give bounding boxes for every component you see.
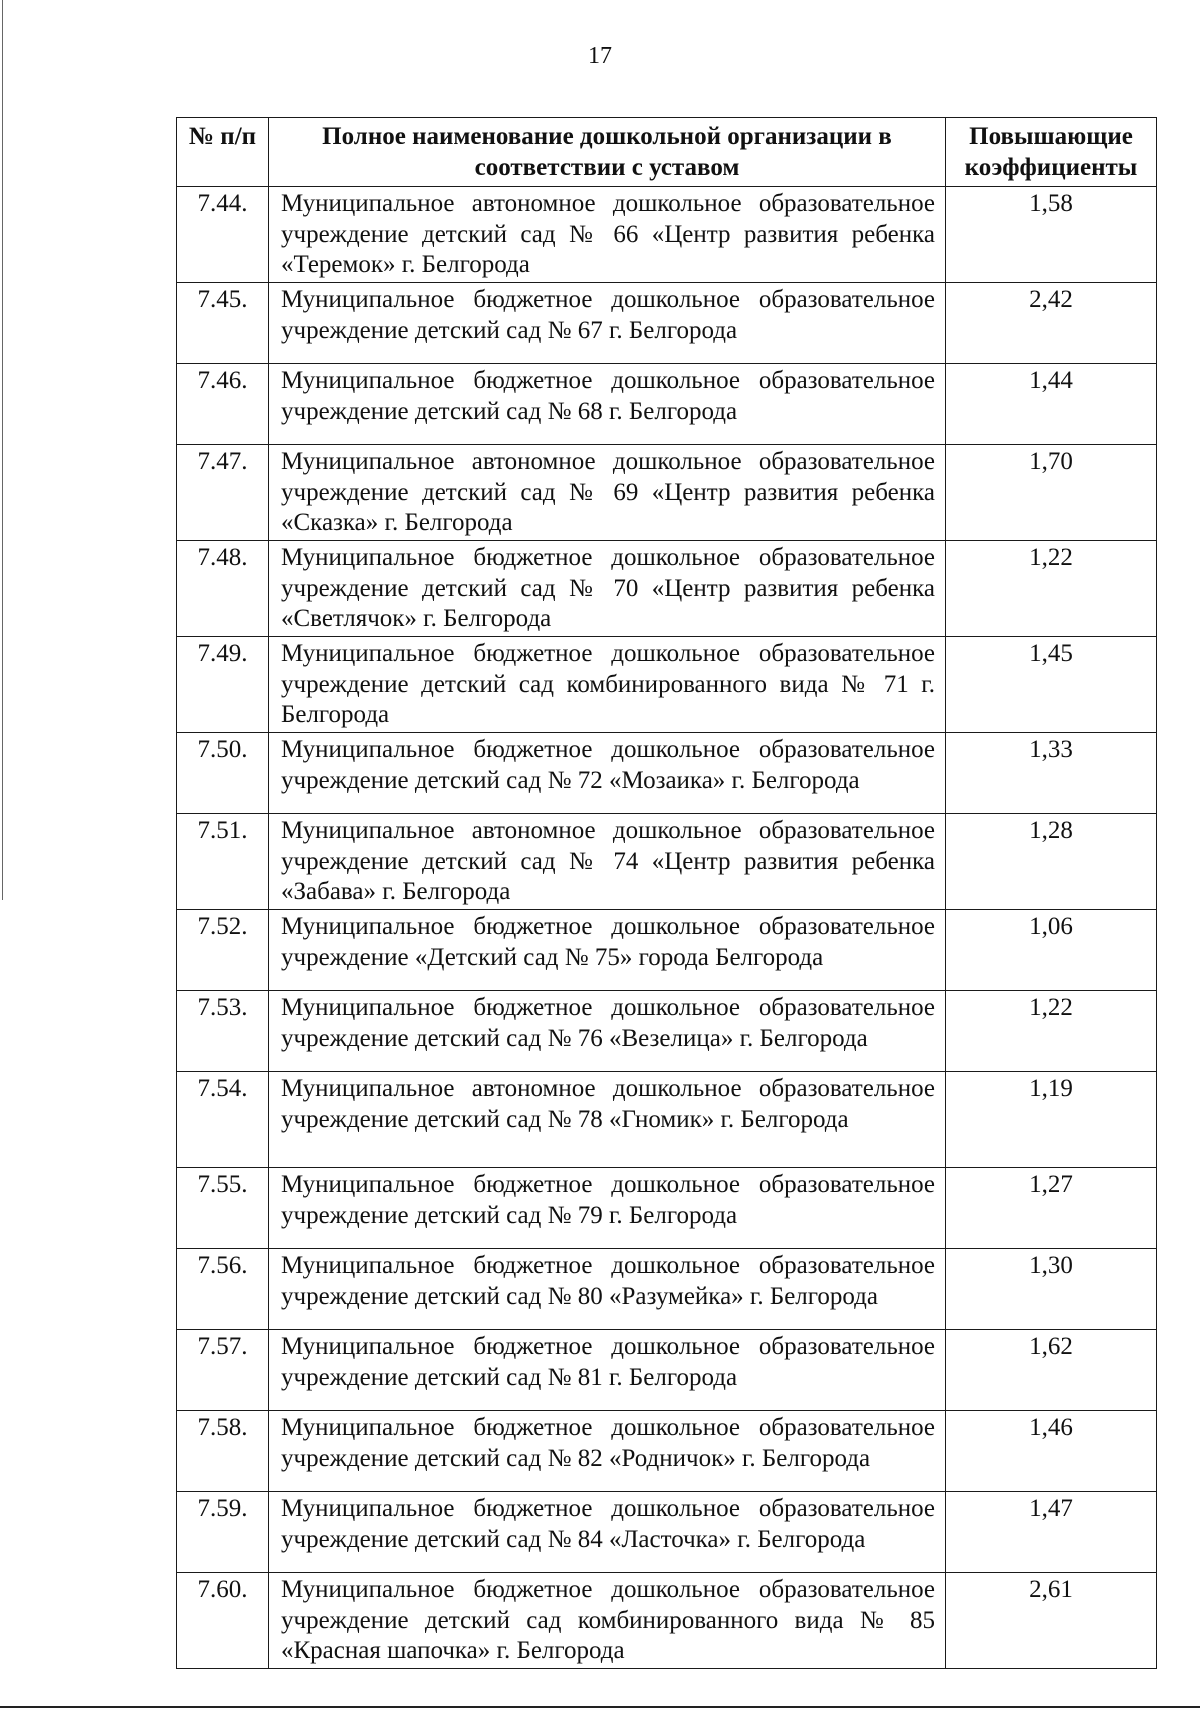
coefficient-value: 1,45 [946,637,1157,733]
coefficient-value: 1,22 [946,541,1157,637]
row-number: 7.49. [177,637,269,733]
row-number: 7.57. [177,1330,269,1411]
coefficients-table-container [176,117,1156,1669]
organization-name: Муниципальное бюджетное дошкольное образовательное учреждение детский сад комбинированного вида № 71 г. Белгорода [269,637,946,733]
row-number: 7.55. [177,1168,269,1249]
coefficient-value: 1,44 [946,364,1157,445]
row-number: 7.53. [177,991,269,1072]
coefficient-value: 1,06 [946,910,1157,991]
table-row [177,910,1157,991]
table-row [177,1072,1157,1168]
organization-name: Муниципальное автономное дошкольное образовательное учреждение детский сад № 78 «Гномик» г. Белгорода [269,1072,946,1168]
page-number: 17 [588,43,612,69]
table-row [177,445,1157,541]
row-number: 7.45. [177,283,269,364]
row-number: 7.48. [177,541,269,637]
row-number: 7.52. [177,910,269,991]
table-row [177,1249,1157,1330]
table-row [177,991,1157,1072]
table-row [177,283,1157,364]
header-number: № п/п [177,118,269,187]
row-number: 7.44. [177,187,269,283]
organization-name: Муниципальное бюджетное дошкольное образовательное учреждение детский сад комбинированного вида № 85 «Красная шапочка» г. Белгорода [269,1573,946,1669]
coefficient-value: 1,62 [946,1330,1157,1411]
coefficient-value: 1,27 [946,1168,1157,1249]
organization-name: Муниципальное бюджетное дошкольное образовательное учреждение детский сад № 76 «Везелица» г. Белгорода [269,991,946,1072]
organization-name: Муниципальное бюджетное дошкольное образовательное учреждение детский сад № 82 «Родничок» г. Белгорода [269,1411,946,1492]
row-number: 7.54. [177,1072,269,1168]
organization-name: Муниципальное бюджетное дошкольное образовательное учреждение детский сад № 79 г. Белгорода [269,1168,946,1249]
row-number: 7.58. [177,1411,269,1492]
coefficient-value: 1,22 [946,991,1157,1072]
organization-name: Муниципальное бюджетное дошкольное образовательное учреждение детский сад № 81 г. Белгорода [269,1330,946,1411]
header-coefficients: Повышающие коэффициенты [946,118,1157,187]
coefficient-value: 1,70 [946,445,1157,541]
coefficient-value: 1,46 [946,1411,1157,1492]
organization-name: Муниципальное автономное дошкольное образовательное учреждение детский сад № 74 «Центр развития ребенка «Забава» г. Белгорода [269,814,946,910]
table-row [177,733,1157,814]
coefficient-value: 1,28 [946,814,1157,910]
coefficient-value: 1,47 [946,1492,1157,1573]
organization-name: Муниципальное бюджетное дошкольное образовательное учреждение детский сад № 68 г. Белгорода [269,364,946,445]
table-header-row [177,118,1157,187]
organization-name: Муниципальное бюджетное дошкольное образовательное учреждение детский сад № 80 «Разумейка» г. Белгорода [269,1249,946,1330]
organization-name: Муниципальное бюджетное дошкольное образовательное учреждение детский сад № 72 «Мозаика» г. Белгорода [269,733,946,814]
organization-name: Муниципальное бюджетное дошкольное образовательное учреждение детский сад № 84 «Ласточка» г. Белгорода [269,1492,946,1573]
table-row [177,1573,1157,1669]
organization-name: Муниципальное бюджетное дошкольное образовательное учреждение детский сад № 70 «Центр развития ребенка «Светлячок» г. Белгорода [269,541,946,637]
row-number: 7.46. [177,364,269,445]
table-row [177,1168,1157,1249]
coefficient-value: 1,19 [946,1072,1157,1168]
coefficient-value: 1,33 [946,733,1157,814]
row-number: 7.56. [177,1249,269,1330]
table-row [177,637,1157,733]
row-number: 7.50. [177,733,269,814]
row-number: 7.47. [177,445,269,541]
organization-name: Муниципальное бюджетное дошкольное образовательное учреждение детский сад № 67 г. Белгорода [269,283,946,364]
scan-edge-line [2,0,3,900]
page-bottom-rule [0,1706,1200,1708]
coefficient-value: 1,58 [946,187,1157,283]
row-number: 7.51. [177,814,269,910]
header-organization-name: Полное наименование дошкольной организации в соответствии с уставом [269,118,946,187]
organization-name: Муниципальное бюджетное дошкольное образовательное учреждение «Детский сад № 75» города Белгорода [269,910,946,991]
coefficient-value: 2,42 [946,283,1157,364]
coefficients-table [176,117,1157,1669]
row-number: 7.60. [177,1573,269,1669]
table-body [177,187,1157,1669]
coefficient-value: 2,61 [946,1573,1157,1669]
organization-name: Муниципальное автономное дошкольное образовательное учреждение детский сад № 66 «Центр развития ребенка «Теремок» г. Белгорода [269,187,946,283]
row-number: 7.59. [177,1492,269,1573]
table-row [177,1492,1157,1573]
table-row [177,1330,1157,1411]
table-row [177,187,1157,283]
table-row [177,541,1157,637]
table-row [177,364,1157,445]
table-row [177,1411,1157,1492]
organization-name: Муниципальное автономное дошкольное образовательное учреждение детский сад № 69 «Центр развития ребенка «Сказка» г. Белгорода [269,445,946,541]
table-row [177,814,1157,910]
coefficient-value: 1,30 [946,1249,1157,1330]
